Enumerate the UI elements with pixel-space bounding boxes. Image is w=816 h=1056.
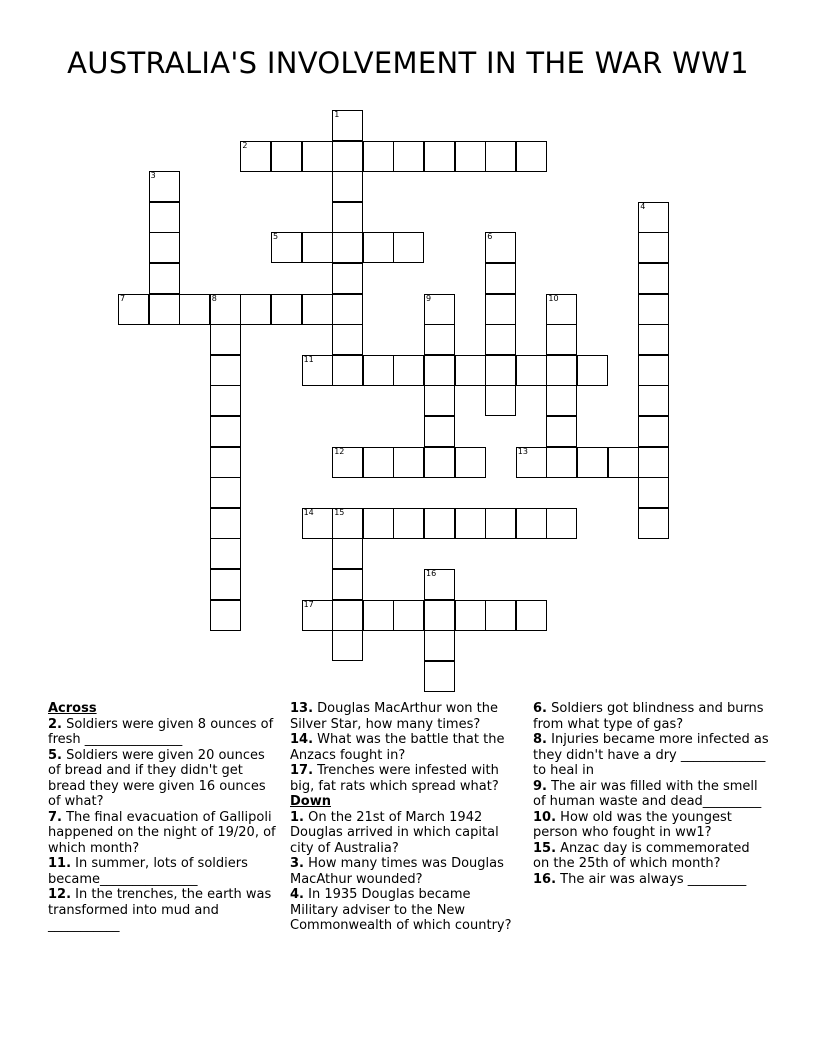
grid-cell[interactable] (546, 294, 577, 325)
grid-cell[interactable] (210, 477, 241, 508)
clue-text: In the trenches, the earth was transformed into mud and ___________ (48, 887, 272, 933)
clue-item (48, 887, 280, 934)
grid-cell[interactable] (638, 355, 669, 386)
grid-cell[interactable] (210, 355, 241, 386)
clue-number: 16 (426, 569, 437, 578)
grid-cell[interactable] (302, 141, 333, 172)
grid-cell[interactable] (393, 232, 424, 263)
grid-cell[interactable] (302, 508, 333, 539)
clue-text: The air was filled with the smell of human waste and dead_________ (533, 778, 762, 809)
grid-cell[interactable] (271, 141, 302, 172)
clue-number: 11 (303, 354, 314, 364)
grid-cell[interactable] (210, 294, 241, 325)
grid-cell[interactable] (210, 508, 241, 539)
clue-number-label: 17. (290, 763, 314, 778)
grid-cell[interactable] (210, 324, 241, 355)
clue-number-label: 3. (290, 856, 304, 871)
grid-cell[interactable] (332, 171, 363, 202)
clue-number: 17 (303, 599, 314, 609)
grid-cell[interactable] (424, 141, 455, 172)
clue-text: The air was always _________ (556, 871, 747, 887)
grid-cell[interactable] (638, 294, 669, 325)
clue-number: 3 (150, 171, 156, 181)
grid-cell[interactable] (393, 508, 424, 539)
clues-column-2 (290, 701, 522, 934)
clue-number: 1 (334, 110, 340, 119)
grid-cell[interactable] (363, 232, 394, 263)
down-heading: Down (290, 794, 331, 809)
grid-cell[interactable] (638, 508, 669, 539)
grid-cell[interactable] (302, 294, 333, 325)
grid-cell[interactable] (608, 447, 639, 478)
clue-number-label: 2. (48, 716, 62, 732)
clue-item (533, 841, 769, 872)
clue-text: The final evacuation of Gallipoli happened on the night of 19/20, of which month? (48, 809, 276, 856)
clue-number: 5 (273, 232, 279, 242)
clue-number-label: 7. (48, 809, 62, 825)
clue-text: How old was the youngest person who fought in ww1? (533, 809, 732, 840)
clue-number-label: 14. (290, 732, 314, 747)
grid-cell[interactable] (638, 477, 669, 508)
clue-text: Douglas MacArthur won the Silver Star, how many times? (290, 701, 499, 732)
grid-cell[interactable] (455, 600, 486, 631)
clue-number: 10 (548, 293, 559, 303)
grid-cell[interactable] (332, 110, 363, 141)
clue-text: On the 21st of March 1942 Douglas arrived in which capital city of Australia? (290, 809, 499, 856)
grid-cell[interactable] (638, 263, 669, 294)
grid-cell[interactable] (332, 202, 363, 233)
clue-text: Soldiers were given 20 ounces of bread and if they didn't get bread they were given 16 ounces of what? (48, 747, 266, 809)
grid-cell[interactable] (271, 294, 302, 325)
grid-cell[interactable] (210, 385, 241, 416)
clue-number-label: 4. (290, 887, 304, 902)
grid-cell[interactable] (302, 355, 333, 386)
grid-cell[interactable] (118, 294, 149, 325)
clue-item (533, 872, 769, 888)
grid-cell[interactable] (424, 447, 455, 478)
grid-cell[interactable] (240, 294, 271, 325)
grid-cell[interactable] (424, 508, 455, 539)
grid-cell[interactable] (638, 447, 669, 478)
clue-number-label: 13. (290, 701, 314, 716)
clue-item (533, 701, 769, 732)
clue-number-label: 11. (48, 856, 72, 871)
grid-cell[interactable] (332, 600, 363, 631)
grid-cell[interactable] (149, 202, 180, 233)
grid-cell[interactable] (149, 232, 180, 263)
grid-cell[interactable] (332, 141, 363, 172)
clue-number: 2 (242, 140, 248, 150)
grid-cell[interactable] (546, 355, 577, 386)
grid-cell[interactable] (332, 569, 363, 600)
grid-cell[interactable] (577, 355, 608, 386)
grid-cell[interactable] (393, 600, 424, 631)
grid-cell[interactable] (424, 630, 455, 661)
grid-cell[interactable] (485, 263, 516, 294)
grid-cell[interactable] (332, 324, 363, 355)
grid-cell[interactable] (638, 232, 669, 263)
clue-item (533, 732, 769, 779)
grid-cell[interactable] (149, 263, 180, 294)
grid-cell[interactable] (332, 232, 363, 263)
grid-cell[interactable] (149, 171, 180, 202)
grid-cell[interactable] (332, 630, 363, 661)
grid-cell[interactable] (638, 324, 669, 355)
grid-cell[interactable] (424, 600, 455, 631)
grid-cell[interactable] (577, 447, 608, 478)
grid-cell[interactable] (210, 416, 241, 447)
clue-number: 13 (517, 446, 528, 456)
grid-cell[interactable] (363, 600, 394, 631)
clue-number-label: 15. (533, 840, 557, 856)
grid-cell[interactable] (424, 355, 455, 386)
grid-cell[interactable] (424, 416, 455, 447)
grid-cell[interactable] (455, 508, 486, 539)
clue-text: Injuries became more infected as they didn't have a dry _____________ to heal in (533, 732, 769, 778)
grid-cell[interactable] (332, 263, 363, 294)
grid-cell[interactable] (210, 538, 241, 569)
grid-cell[interactable] (424, 294, 455, 325)
grid-cell[interactable] (271, 232, 302, 263)
clue-number: 8 (211, 293, 217, 303)
clue-item (533, 810, 769, 841)
clue-text: Soldiers got blindness and burns from what type of gas? (533, 701, 764, 732)
grid-cell[interactable] (424, 569, 455, 600)
clue-text: What was the battle that the Anzacs fought in? (290, 732, 505, 763)
across-heading: Across (48, 701, 97, 716)
grid-cell[interactable] (363, 141, 394, 172)
grid-cell[interactable] (363, 355, 394, 386)
clue-item (48, 748, 280, 810)
grid-cell[interactable] (485, 294, 516, 325)
grid-cell[interactable] (302, 232, 333, 263)
clue-item (290, 763, 522, 794)
clue-item (290, 887, 522, 934)
grid-cell[interactable] (455, 447, 486, 478)
grid-cell[interactable] (485, 600, 516, 631)
clue-number: 14 (303, 507, 314, 517)
grid-cell[interactable] (424, 385, 455, 416)
grid-cell[interactable] (485, 141, 516, 172)
grid-cell[interactable] (638, 385, 669, 416)
clue-number: 4 (640, 201, 646, 211)
grid-cell[interactable] (179, 294, 210, 325)
clue-number-label: 16. (533, 871, 557, 887)
grid-cell[interactable] (516, 508, 547, 539)
grid-cell[interactable] (393, 141, 424, 172)
grid-cell[interactable] (455, 355, 486, 386)
grid-cell[interactable] (424, 661, 455, 692)
grid-cell[interactable] (332, 294, 363, 325)
clue-text: How many times was Douglas MacAthur wounded? (290, 856, 504, 887)
clue-number-label: 8. (533, 732, 547, 747)
grid-cell[interactable] (363, 508, 394, 539)
clue-text: Anzac day is commemorated on the 25th of which month? (533, 840, 750, 871)
grid-cell[interactable] (546, 416, 577, 447)
clue-number-label: 10. (533, 809, 557, 825)
grid-cell[interactable] (302, 600, 333, 631)
grid-cell[interactable] (516, 447, 547, 478)
clue-text: Soldiers were given 8 ounces of fresh _______________ (48, 716, 274, 747)
grid-cell[interactable] (210, 447, 241, 478)
grid-cell[interactable] (546, 447, 577, 478)
grid-cell[interactable] (485, 385, 516, 416)
clue-number: 15 (334, 507, 345, 517)
grid-cell[interactable] (546, 385, 577, 416)
clue-item (48, 717, 280, 748)
grid-cell[interactable] (638, 416, 669, 447)
clues-column-3 (533, 701, 769, 887)
clue-number-label: 5. (48, 747, 62, 763)
clue-item (48, 856, 280, 887)
clue-item (290, 732, 522, 763)
grid-cell[interactable] (546, 324, 577, 355)
grid-cell[interactable] (485, 232, 516, 263)
grid-cell[interactable] (332, 355, 363, 386)
clue-item (290, 856, 522, 887)
grid-cell[interactable] (455, 141, 486, 172)
clue-item (290, 810, 522, 857)
clue-item (290, 701, 522, 732)
grid-cell[interactable] (546, 508, 577, 539)
clue-text: In 1935 Douglas became Military adviser to the New Commonwealth of which country? (290, 887, 512, 933)
clue-text: In summer, lots of soldiers became_______________ (48, 856, 248, 887)
grid-cell[interactable] (485, 508, 516, 539)
grid-cell[interactable] (485, 324, 516, 355)
clue-number: 9 (426, 293, 432, 303)
grid-cell[interactable] (210, 600, 241, 631)
clue-number: 7 (120, 293, 126, 303)
grid-cell[interactable] (516, 600, 547, 631)
clue-number-label: 1. (290, 809, 304, 825)
grid-cell[interactable] (210, 569, 241, 600)
clue-number-label: 12. (48, 887, 72, 902)
puzzle-title: AUSTRALIA'S INVOLVEMENT IN THE WAR WW1 (67, 46, 749, 80)
grid-cell[interactable] (393, 355, 424, 386)
grid-cell[interactable] (363, 447, 394, 478)
grid-cell[interactable] (393, 447, 424, 478)
clue-number-label: 9. (533, 778, 547, 794)
clue-number: 6 (487, 232, 493, 242)
grid-cell[interactable] (332, 508, 363, 539)
grid-cell[interactable] (638, 202, 669, 233)
clues-column-1 (48, 701, 280, 934)
clue-item (48, 810, 280, 857)
grid-cell[interactable] (332, 447, 363, 478)
clue-number: 12 (334, 446, 345, 456)
grid-cell[interactable] (516, 355, 547, 386)
grid-cell[interactable] (240, 141, 271, 172)
clue-item (533, 779, 769, 810)
grid-cell[interactable] (516, 141, 547, 172)
clue-text: Trenches were infested with big, fat rats which spread what? (290, 763, 499, 794)
grid-cell[interactable] (424, 324, 455, 355)
grid-cell[interactable] (332, 538, 363, 569)
grid-cell[interactable] (149, 294, 180, 325)
clue-number-label: 6. (533, 701, 547, 716)
grid-cell[interactable] (485, 355, 516, 386)
